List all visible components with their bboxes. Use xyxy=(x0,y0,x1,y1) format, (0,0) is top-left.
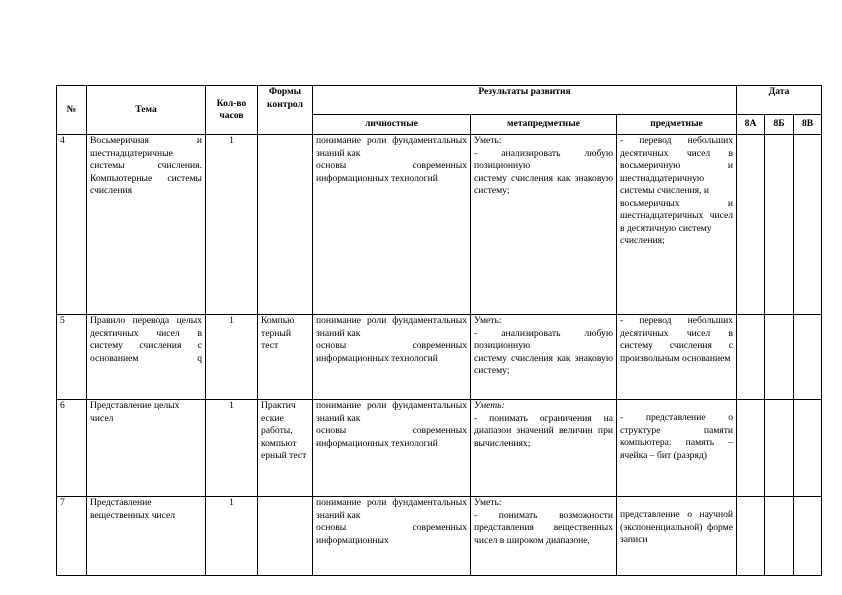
row-meta-text: - анализировать любую позиционную систему счисления как знаковую систему; xyxy=(474,147,613,196)
header-class-c: 8В xyxy=(794,115,822,135)
header-date: Дата xyxy=(737,86,822,115)
row-form xyxy=(258,135,313,315)
row-meta-lead: Уметь: xyxy=(474,315,502,326)
date-cell-a xyxy=(737,135,765,315)
row-subject: - представление о структуре памяти компьютера: память – ячейка – бит (разряд) xyxy=(617,400,737,497)
row-personal: понимание роли фундаментальных знаний как основы современных информационных технологий xyxy=(313,315,471,400)
table-row xyxy=(57,315,822,400)
row-personal: понимание роли фундаментальных знаний как основы современных информационных технологий xyxy=(313,135,471,315)
table-row xyxy=(57,400,822,497)
row-meta xyxy=(471,315,617,400)
row-form: Компью терный тест xyxy=(258,315,313,400)
row-meta xyxy=(471,400,617,497)
row-topic: Представление целых чисел xyxy=(87,400,206,497)
header-subject: предметные xyxy=(617,115,737,135)
date-cell-a xyxy=(737,315,765,400)
row-num: 4 xyxy=(57,135,87,315)
date-cell-c xyxy=(794,497,822,576)
row-meta xyxy=(471,497,617,576)
row-personal: понимание роли фундаментальных знаний как основы современных информационных технологий xyxy=(313,400,471,497)
header-hours: Кол-во часов xyxy=(206,86,258,135)
row-hours: 1 xyxy=(206,315,258,400)
row-personal: понимание роли фундаментальных знаний как основы современных информационных xyxy=(313,497,471,576)
row-num: 5 xyxy=(57,315,87,400)
row-subject: - перевод небольших десятичных чисел в восьмеричную и шестнадцатеричную системы счисления, и восьмеричных и шестнадцатеричных чисел в десятичную систему счисления; xyxy=(617,135,737,315)
date-cell-c xyxy=(794,400,822,497)
row-hours: 1 xyxy=(206,497,258,576)
date-cell-b xyxy=(765,497,794,576)
header-results: Результаты развития xyxy=(313,86,737,115)
thematic-plan-table xyxy=(56,85,822,576)
table-row xyxy=(57,135,822,315)
row-topic: Правило перевода целых десятичных чисел в систему счисления с основанием q xyxy=(87,315,206,400)
row-form xyxy=(258,497,313,576)
row-num: 6 xyxy=(57,400,87,497)
header-forms: Формы контрол xyxy=(258,86,313,135)
table-row xyxy=(57,497,822,576)
row-meta-text: - понимать ограничения на диапазон значений величин при вычислениях; xyxy=(474,412,613,449)
header-num: № xyxy=(57,86,87,135)
row-hours: 1 xyxy=(206,400,258,497)
row-form: Практич еские работы, компьют ерный тест xyxy=(258,400,313,497)
row-hours: 1 xyxy=(206,135,258,315)
header-class-a: 8А xyxy=(737,115,765,135)
header-meta: метапредметные xyxy=(471,115,617,135)
date-cell-c xyxy=(794,135,822,315)
date-cell-a xyxy=(737,497,765,576)
date-cell-b xyxy=(765,315,794,400)
row-subject: представление о научной (экспоненциальной) форме записи xyxy=(617,497,737,576)
row-topic: Представление вещественных чисел xyxy=(87,497,206,576)
row-num: 7 xyxy=(57,497,87,576)
header-topic: Тема xyxy=(87,86,206,135)
row-meta-lead: Уметь: xyxy=(474,497,502,508)
header-personal: личностные xyxy=(313,115,471,135)
row-meta-text: - понимать возможности представления вещественных чисел в широком диапазоне, xyxy=(474,509,613,546)
date-cell-b xyxy=(765,135,794,315)
row-meta-lead: Уметь: xyxy=(474,135,502,146)
header-class-b: 8Б xyxy=(765,115,794,135)
row-meta xyxy=(471,135,617,315)
date-cell-a xyxy=(737,400,765,497)
date-cell-b xyxy=(765,400,794,497)
row-meta-lead: Уметь: xyxy=(474,400,505,411)
date-cell-c xyxy=(794,315,822,400)
row-subject: - перевод небольших десятичных чисел в систему счисления с произвольным основанием xyxy=(617,315,737,400)
row-topic: Восьмеричная и шестнадцатеричные системы счисления. Компьютерные системы счисления xyxy=(87,135,206,315)
row-meta-text: - анализировать любую позиционную систему счисления как знаковую систему; xyxy=(474,327,613,376)
